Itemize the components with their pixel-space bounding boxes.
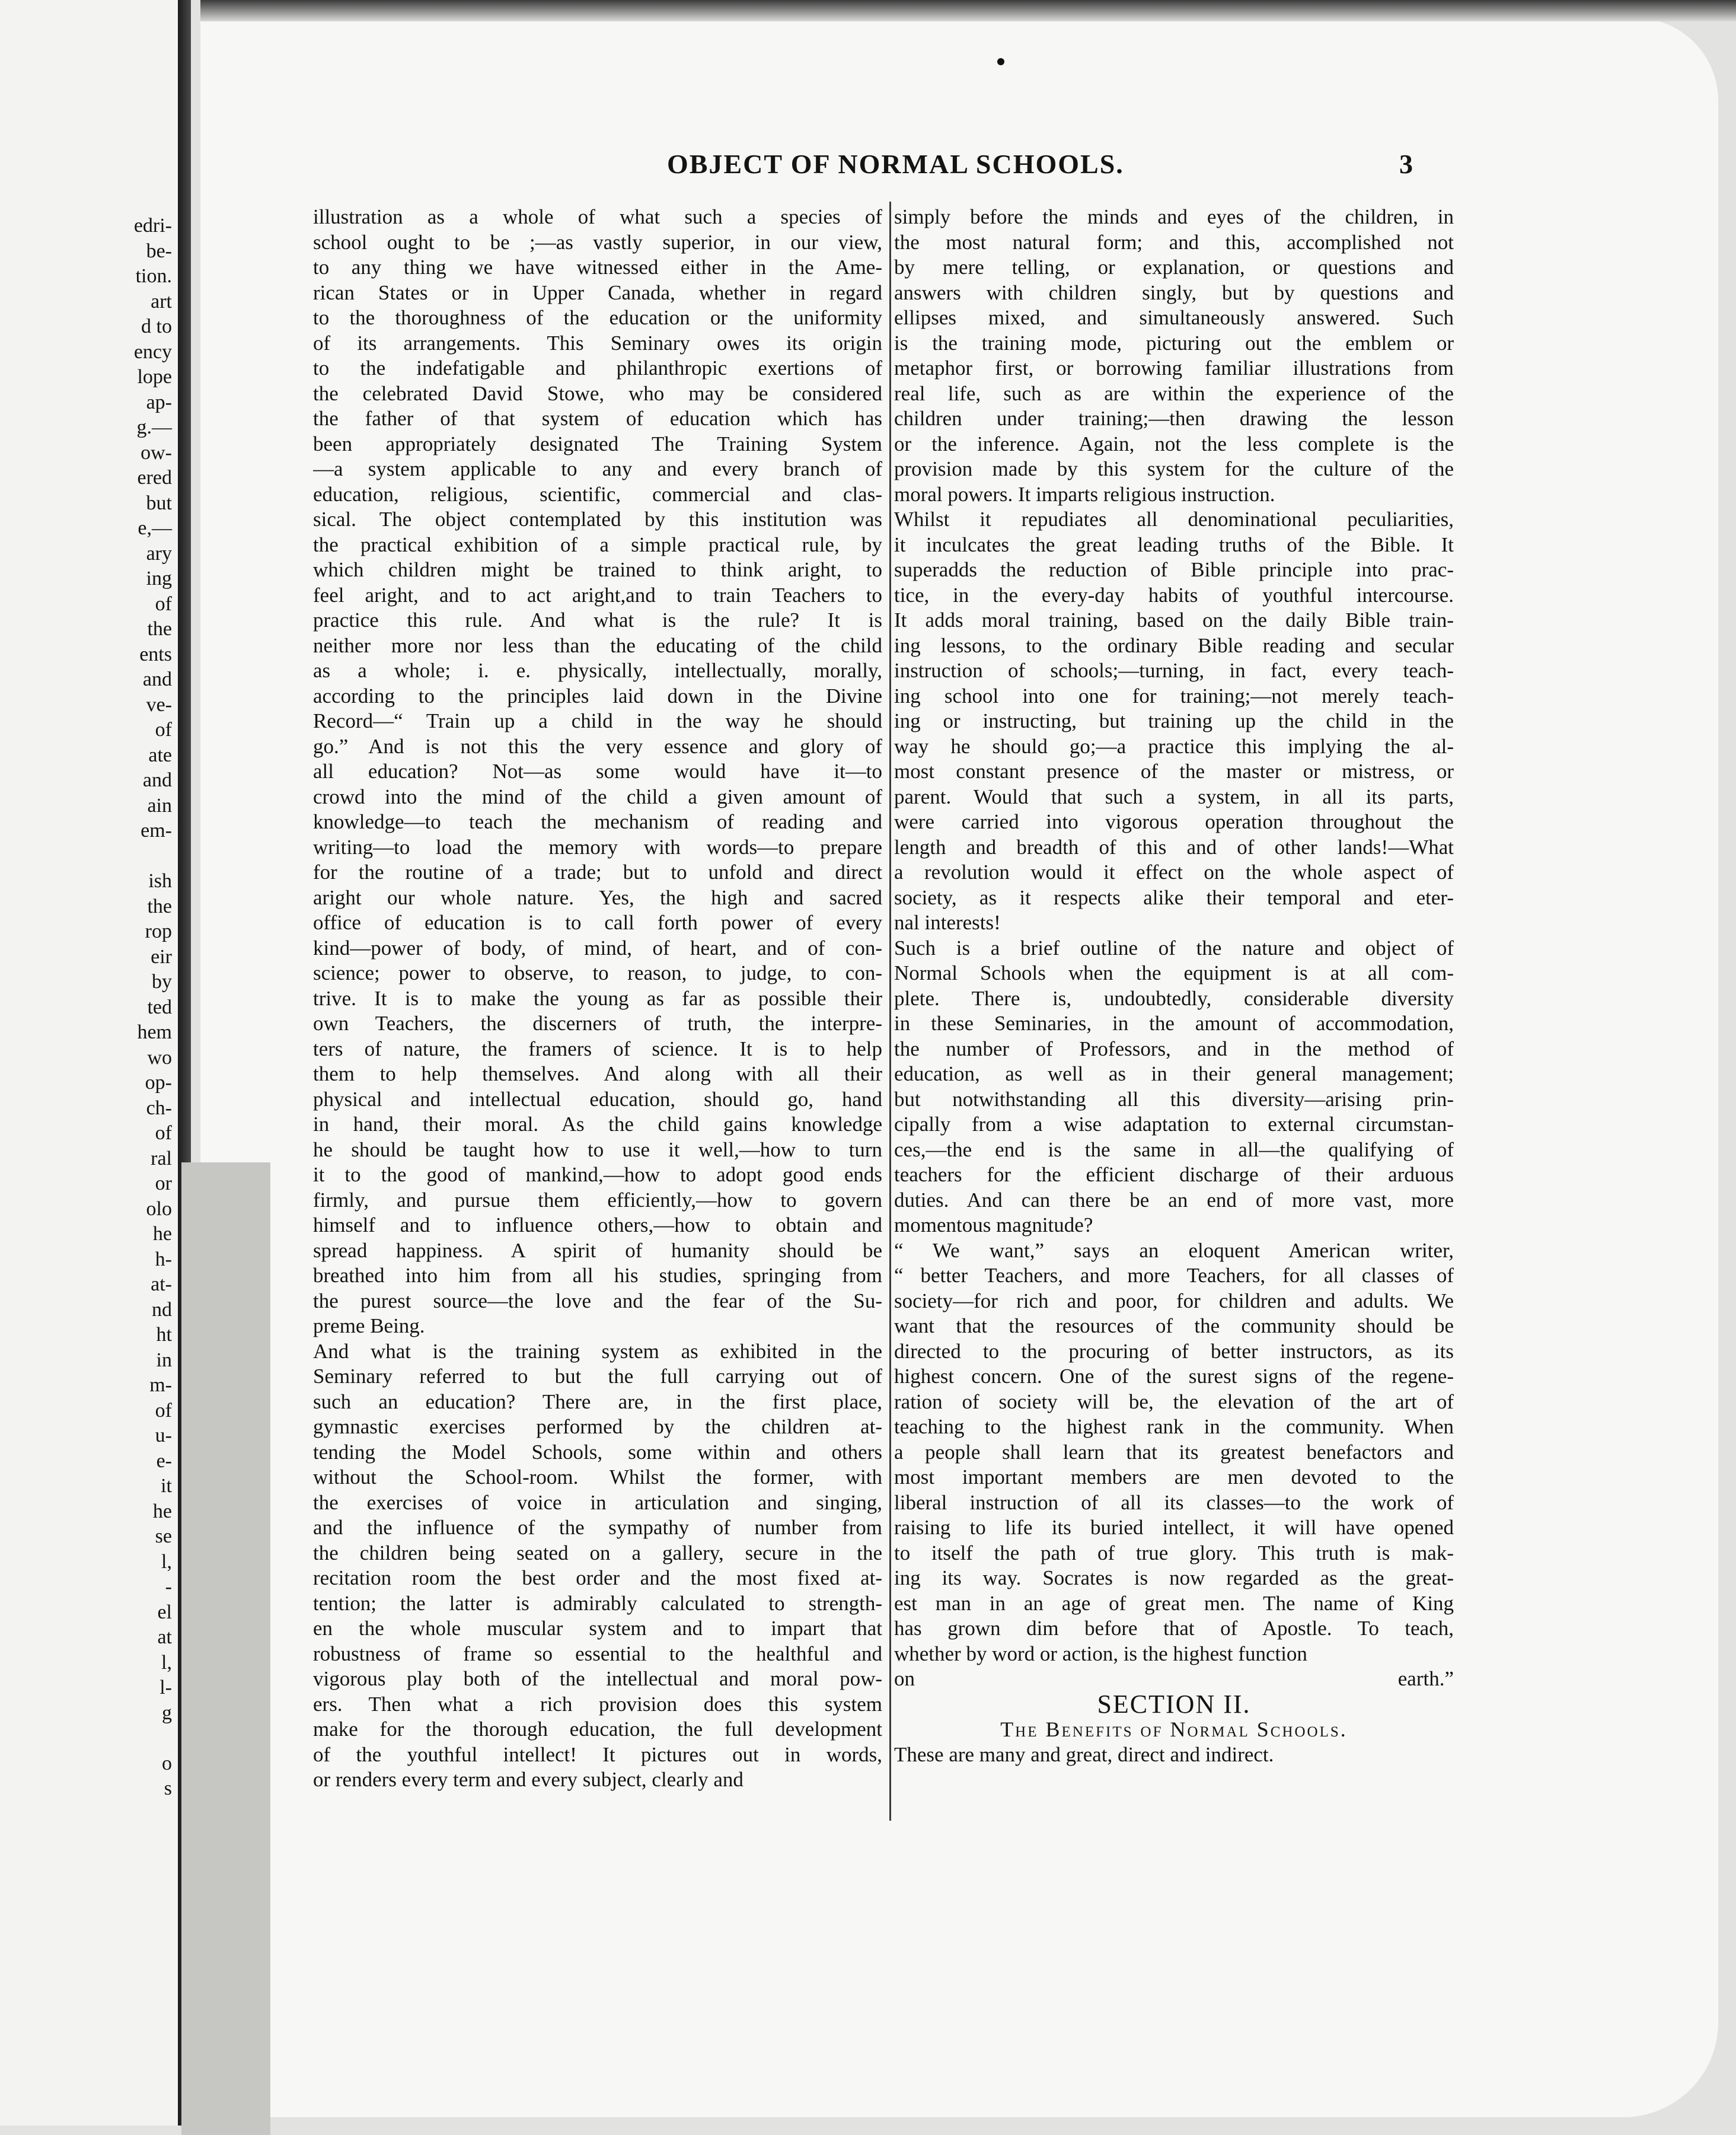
margin-fragment: or bbox=[155, 1172, 172, 1194]
text-line: est man in an age of great men. The name of King bbox=[894, 1591, 1454, 1615]
text-line: sical. The object contemplated by this institution was bbox=[313, 508, 882, 531]
text-line: ration of society will be, the elevation of the art of bbox=[894, 1390, 1454, 1413]
text-line: science; power to observe, to reason, to judge, to con- bbox=[313, 961, 882, 984]
text-line: highest concern. One of the surest signs of the regene- bbox=[894, 1365, 1454, 1388]
margin-fragment: ral bbox=[151, 1147, 172, 1170]
text-line: writing—to load the memory with words—to prepare bbox=[313, 835, 882, 859]
margin-fragment: art bbox=[151, 290, 172, 313]
text-line: whether by word or action, is the highest function bbox=[894, 1642, 1307, 1665]
margin-fragment: and bbox=[142, 769, 172, 791]
text-line: ces,—the end is the same in all—the qualifying of bbox=[894, 1137, 1454, 1161]
margin-fragment: wo bbox=[147, 1046, 172, 1069]
margin-fragment: nd bbox=[152, 1298, 172, 1321]
ink-dot bbox=[997, 58, 1004, 65]
text-line: It adds moral training, based on the daily Bible train- bbox=[894, 608, 1454, 632]
text-line: the practical exhibition of a simple practical rule, by bbox=[313, 533, 882, 556]
text-line: parent. Would that such a system, in all its parts, bbox=[894, 785, 1454, 808]
margin-fragment: olo bbox=[146, 1197, 172, 1220]
margin-fragment bbox=[0, 844, 175, 869]
text-line: And what is the training system as exhibited in the bbox=[313, 1339, 882, 1363]
page-number: 3 bbox=[1399, 149, 1413, 179]
text-line: duties. And can there be an end of more vast, more bbox=[894, 1188, 1454, 1212]
column-rule bbox=[889, 202, 891, 1821]
margin-fragment: s bbox=[164, 1777, 172, 1799]
text-line: vigorous play both of the intellectual and moral pow- bbox=[313, 1667, 882, 1690]
margin-fragment: by bbox=[152, 971, 172, 993]
margin-fragment: be- bbox=[146, 240, 172, 262]
text-line: of the youthful intellect! It pictures out in words, bbox=[313, 1742, 882, 1766]
text-line: tending the Model Schools, some within and others bbox=[313, 1440, 882, 1464]
text-line: robustness of frame so essential to the healthful and bbox=[313, 1642, 882, 1665]
text-line: These are many and great, direct and indirect. bbox=[894, 1742, 1274, 1766]
text-line: directed to the procuring of better instructors, as its bbox=[894, 1339, 1454, 1363]
margin-fragment: - bbox=[165, 1576, 172, 1598]
margin-fragment: ing bbox=[146, 568, 172, 589]
margin-fragment: ch- bbox=[146, 1097, 172, 1119]
text-line: been appropriately designated The Training System bbox=[313, 432, 882, 455]
text-line: Seminary referred to but the full carrying out of bbox=[313, 1365, 882, 1388]
text-line: “ better Teachers, and more Teachers, for all classes of bbox=[894, 1264, 1454, 1287]
text-line: to any thing we have witnessed either in the Ame- bbox=[313, 256, 882, 279]
text-line: aright our whole nature. Yes, the high and sacred bbox=[313, 885, 882, 909]
text-line: the celebrated David Stowe, who may be considered bbox=[313, 381, 882, 405]
text-line: society—for rich and poor, for children and adults. We bbox=[894, 1289, 1454, 1312]
margin-fragment: se bbox=[155, 1525, 172, 1547]
text-line: the father of that system of education which has bbox=[313, 407, 882, 430]
text-line: in these Seminaries, in the amount of accommodation, bbox=[894, 1012, 1454, 1035]
margin-fragment: eir bbox=[151, 945, 172, 968]
text-line: without the School-room. Whilst the former, with bbox=[313, 1465, 882, 1489]
margin-fragment: ain bbox=[147, 794, 172, 817]
text-line: trive. It is to make the young as far as possible their bbox=[313, 986, 882, 1010]
text-line: the number of Professors, and in the method of bbox=[894, 1037, 1454, 1060]
margin-fragment: op- bbox=[145, 1072, 172, 1094]
margin-fragment: e- bbox=[156, 1449, 172, 1472]
margin-fragment: of bbox=[155, 592, 172, 615]
margin-fragment: edri- bbox=[133, 215, 172, 237]
text-line: plete. There is, undoubtedly, considerable diversity bbox=[894, 986, 1454, 1010]
text-line: momentous magnitude? bbox=[894, 1213, 1093, 1237]
text-line: teachers for the efficient discharge of their arduous bbox=[894, 1163, 1454, 1186]
margin-fragment: ted bbox=[147, 996, 172, 1018]
text-line: himself and to influence others,—how to obtain and bbox=[313, 1213, 882, 1237]
margin-fragment: l, bbox=[161, 1651, 172, 1674]
margin-fragment: ve- bbox=[146, 693, 172, 716]
text-line: ellipses mixed, and simultaneously answered. Such bbox=[894, 306, 1454, 329]
text-line: simply before the minds and eyes of the children, in bbox=[894, 205, 1454, 228]
text-line: as a whole; i. e. physically, intellectually, morally, bbox=[313, 659, 882, 682]
text-line: office of education is to call forth power of every bbox=[313, 911, 882, 934]
text-line: moral powers. It imparts religious instruction. bbox=[894, 482, 1275, 506]
text-line: to itself the path of true glory. This truth is mak- bbox=[894, 1541, 1454, 1564]
text-line: most important members are men devoted to the bbox=[894, 1465, 1454, 1489]
text-line: preme Being. bbox=[313, 1314, 425, 1337]
text-line: teaching to the highest rank in the community. When bbox=[894, 1415, 1454, 1438]
text-line: go.” And is not this the very essence and glory of bbox=[313, 734, 882, 758]
text-line: superadds the reduction of Bible principle into prac- bbox=[894, 558, 1454, 581]
facing-page-text-fragments bbox=[0, 214, 175, 1802]
text-line: gymnastic exercises performed by the children at- bbox=[313, 1415, 882, 1438]
text-line: physical and intellectual education, should go, hand bbox=[313, 1087, 882, 1111]
margin-fragment: e,— bbox=[138, 517, 172, 539]
text-line: liberal instruction of all its classes—to the work of bbox=[894, 1490, 1454, 1514]
margin-fragment: at- bbox=[151, 1273, 172, 1295]
text-line: kind—power of body, of mind, of heart, and of con- bbox=[313, 936, 882, 960]
text-line: to the thoroughness of the education or the uniformity bbox=[313, 306, 882, 329]
text-line: education, as well as in their general management; bbox=[894, 1062, 1454, 1085]
margin-fragment: ents bbox=[139, 643, 172, 665]
margin-fragment: the bbox=[147, 618, 172, 640]
margin-fragment: of bbox=[155, 1399, 172, 1422]
text-line: according to the principles laid down in the Divine bbox=[313, 684, 882, 708]
text-line: tice, in the every-day habits of youthful intercourse. bbox=[894, 583, 1454, 607]
text-line: metaphor first, or borrowing familiar illustrations from bbox=[894, 356, 1454, 380]
text-line: or renders every term and every subject, clearly and bbox=[313, 1768, 743, 1791]
margin-fragment: lope bbox=[137, 366, 172, 388]
text-line: it to the good of mankind,—how to adopt good ends bbox=[313, 1163, 882, 1186]
text-line: rican States or in Upper Canada, whether in regard bbox=[313, 281, 882, 304]
text-column-left bbox=[313, 205, 882, 1793]
margin-fragment: ap- bbox=[146, 391, 172, 413]
margin-fragment: ency bbox=[133, 340, 172, 363]
text-line: way he should go;—a practice this implying the al- bbox=[894, 734, 1454, 758]
text-line: all education? Not—as some would have it—to bbox=[313, 760, 882, 783]
running-head: OBJECT OF NORMAL SCHOOLS. bbox=[667, 149, 1124, 179]
text-line: ing its way. Socrates is now regarded as the great- bbox=[894, 1566, 1454, 1589]
text-line: has grown dim before that of Apostle. To teach, bbox=[894, 1617, 1454, 1640]
text-line: but notwithstanding all this diversity—arising prin- bbox=[894, 1087, 1454, 1111]
margin-fragment: and bbox=[142, 668, 172, 690]
text-line: the purest source—the love and the fear of the Su- bbox=[313, 1289, 882, 1312]
text-line: feel aright, and to act aright,and to train Teachers to bbox=[313, 583, 882, 607]
text-line: it inculcates the great leading truths of the Bible. It bbox=[894, 533, 1454, 556]
margin-fragment: u- bbox=[155, 1425, 172, 1446]
margin-fragment: of bbox=[155, 1122, 172, 1144]
margin-fragment: ate bbox=[148, 744, 172, 766]
margin-fragment: it bbox=[161, 1475, 172, 1497]
text-line: ters of nature, the framers of science. It is to help bbox=[313, 1037, 882, 1060]
text-line: is the training mode, picturing out the emblem or bbox=[894, 331, 1454, 355]
text-line: nal interests! bbox=[894, 911, 1001, 934]
text-line: real life, such as are within the experience of the bbox=[894, 381, 1454, 405]
text-line: a people shall learn that its greatest benefactors and bbox=[894, 1440, 1454, 1464]
text-line: provision made by this system for the culture of the bbox=[894, 457, 1454, 480]
margin-fragment: h- bbox=[155, 1248, 172, 1270]
text-line: crowd into the mind of the child a given amount of bbox=[313, 785, 882, 808]
margin-fragment: he bbox=[152, 1500, 172, 1522]
text-line: practice this rule. And what is the rule? It is bbox=[313, 608, 882, 632]
text-line: to the indefatigable and philanthropic exertions of bbox=[313, 356, 882, 380]
text-line: instruction of schools;—turning, in fact, every teach- bbox=[894, 659, 1454, 682]
text-line: en the whole muscular system and to impart that bbox=[313, 1617, 882, 1640]
text-line: education, religious, scientific, commercial and clas- bbox=[313, 482, 882, 506]
text-line: ing school into one for training;—not merely teach- bbox=[894, 684, 1454, 708]
margin-fragment: el bbox=[157, 1601, 172, 1623]
margin-fragment: in bbox=[156, 1349, 172, 1371]
text-line: a revolution would it effect on the whole aspect of bbox=[894, 861, 1454, 884]
margin-fragment: em- bbox=[141, 820, 172, 842]
margin-fragment: g.— bbox=[136, 416, 172, 438]
text-line: were carried into vigorous operation throughout the bbox=[894, 810, 1454, 833]
text-line: the exercises of voice in articulation and singing, bbox=[313, 1490, 882, 1514]
margin-fragment: but bbox=[146, 492, 172, 514]
text-line: children under training;—then drawing the lesson bbox=[894, 407, 1454, 430]
text-line: length and breadth of this and of other lands!—What bbox=[894, 835, 1454, 859]
text-line: “ We want,” says an eloquent American writer, bbox=[894, 1238, 1454, 1262]
text-line: Normal Schools when the equipment is at all com- bbox=[894, 961, 1454, 984]
text-line: the most natural form; and this, accomplished not bbox=[894, 230, 1454, 254]
text-line: make for the thorough education, the full development bbox=[313, 1717, 882, 1741]
text-line: cipally from a wise adaptation to external circumstan- bbox=[894, 1113, 1454, 1136]
margin-fragment: of bbox=[155, 719, 172, 741]
text-line: in hand, their moral. As the child gains knowledge bbox=[313, 1113, 882, 1136]
text-line: he should be taught how to use it well,—how to turn bbox=[313, 1137, 882, 1161]
text-line: want that the resources of the community should be bbox=[894, 1314, 1454, 1337]
margin-fragment: at bbox=[157, 1626, 172, 1648]
text-line: neither more nor less than the educating of the child bbox=[313, 633, 882, 657]
margin-fragment: rop bbox=[145, 920, 172, 942]
margin-fragment: tion. bbox=[135, 265, 172, 287]
text-line: Whilst it repudiates all denominational peculiarities, bbox=[894, 508, 1454, 531]
margin-fragment: d to bbox=[141, 316, 172, 337]
text-line: recitation room the best order and the most fixed at- bbox=[313, 1566, 882, 1589]
text-line: answers with children singly, but by questions and bbox=[894, 281, 1454, 304]
text-line: SECTION II. bbox=[1097, 1691, 1251, 1717]
text-line: by mere telling, or explanation, or questions and bbox=[894, 256, 1454, 279]
margin-fragment: hem bbox=[137, 1021, 172, 1043]
text-line: on earth.” bbox=[894, 1667, 1454, 1690]
text-line: the children being seated on a gallery, secure in the bbox=[313, 1541, 882, 1564]
margin-fragment: ish bbox=[148, 870, 172, 892]
text-line: raising to life its buried intellect, it will have opened bbox=[894, 1516, 1454, 1539]
margin-fragment: g bbox=[162, 1701, 172, 1724]
text-line: ers. Then what a rich provision does this system bbox=[313, 1692, 882, 1716]
text-line: breathed into him from all his studies, springing from bbox=[313, 1264, 882, 1287]
text-line: or the inference. Again, not the less complete is the bbox=[894, 432, 1454, 455]
margin-fragment: l- bbox=[159, 1677, 172, 1699]
text-line: most constant presence of the master or mistress, or bbox=[894, 760, 1454, 783]
text-line: school ought to be ;—as vastly superior, in our view, bbox=[313, 230, 882, 254]
text-line: The Benefits of Normal Schools. bbox=[1000, 1717, 1348, 1741]
margin-fragment: ow- bbox=[141, 441, 172, 464]
text-line: Such is a brief outline of the nature and object of bbox=[894, 936, 1454, 960]
text-line: tention; the latter is admirably calculated to strength- bbox=[313, 1591, 882, 1615]
text-line: own Teachers, the discerners of truth, the interpre- bbox=[313, 1012, 882, 1035]
margin-fragment: ary bbox=[146, 542, 172, 565]
text-line: ing lessons, to the ordinary Bible reading and secular bbox=[894, 633, 1454, 657]
margin-fragment bbox=[0, 1726, 175, 1751]
text-line: —a system applicable to any and every branch of bbox=[313, 457, 882, 480]
text-line: such an education? There are, in the first place, bbox=[313, 1390, 882, 1413]
text-line: Record—“ Train up a child in the way he should bbox=[313, 709, 882, 732]
text-line: of its arrangements. This Seminary owes its origin bbox=[313, 331, 882, 355]
text-line: illustration as a whole of what such a species of bbox=[313, 205, 882, 228]
margin-fragment: ered bbox=[137, 467, 172, 489]
text-line: knowledge—to teach the mechanism of reading and bbox=[313, 810, 882, 833]
margin-fragment: o bbox=[162, 1752, 172, 1774]
margin-fragment: l, bbox=[161, 1550, 172, 1573]
text-line: society, as it respects alike their temporal and eter- bbox=[894, 885, 1454, 909]
margin-fragment: ht bbox=[156, 1324, 172, 1346]
text-line: and the influence of the sympathy of number from bbox=[313, 1516, 882, 1539]
text-line: for the routine of a trade; but to unfold and direct bbox=[313, 861, 882, 884]
text-column-right bbox=[894, 205, 1454, 1767]
text-line: them to help themselves. And along with all their bbox=[313, 1062, 882, 1085]
text-line: firmly, and pursue them efficiently,—how to govern bbox=[313, 1188, 882, 1212]
margin-fragment: m- bbox=[149, 1374, 172, 1396]
text-line: spread happiness. A spirit of humanity should be bbox=[313, 1238, 882, 1262]
top-scan-edge bbox=[200, 0, 1736, 21]
margin-fragment: he bbox=[152, 1223, 172, 1245]
margin-fragment: the bbox=[147, 895, 172, 917]
text-line: ing or instructing, but training up the child in the bbox=[894, 709, 1454, 732]
scan-shadow bbox=[181, 1162, 270, 2135]
text-line: which children might be trained to think aright, to bbox=[313, 558, 882, 581]
